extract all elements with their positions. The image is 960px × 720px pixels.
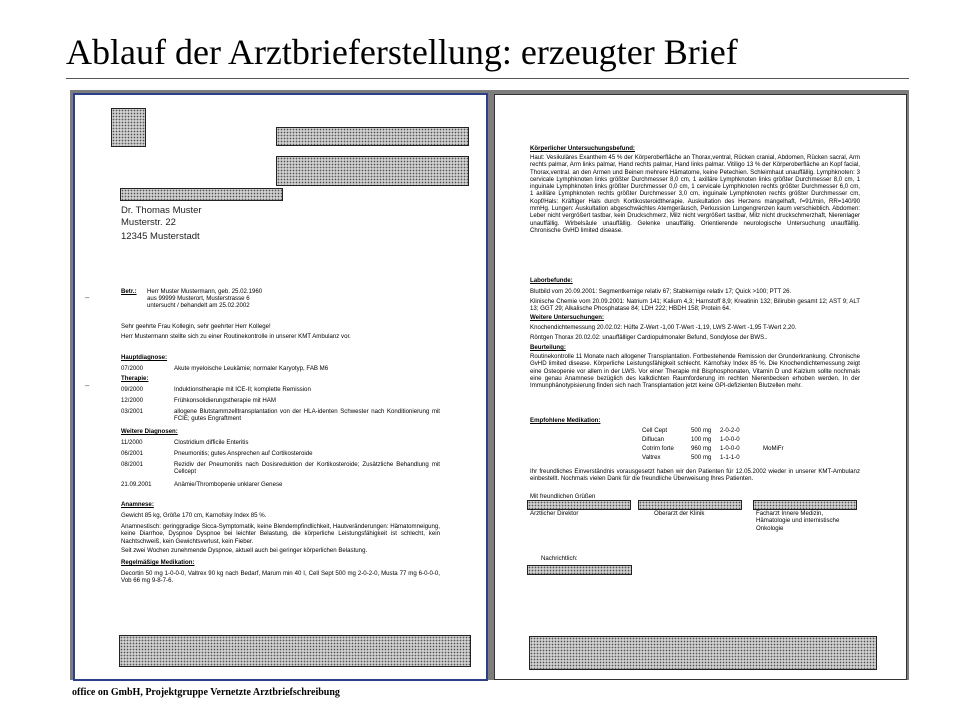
diagnosis-date: 21.09.2001	[121, 481, 152, 488]
redacted-footer	[119, 635, 471, 667]
closing-text: Ihr freundliches Einverständnis vorausgesetzt haben wir den Patienten für 12.05.2002 wieder in unserer KMT-Ambulanz einbestellt. Nochmals vielen Dank für die freundliche Überweisung Ihres Patienten.	[530, 468, 860, 483]
beurteilung-text: Routinekontrolle 11 Monate nach allogener Transplantation. Fortbestehende Remission der Grunderkrankung. Chronische GvHD limited disease. Körperliche Leistungsfähigkeit schlecht. Kárnofsky Index 85 %. Die Knochendichtemessung zeigt eine Osteopenie vor allem in der LWS. Vor einer Therapie mit Bisphosphonaten, Vitamin D und Kalzium sollte nochmals eine genau Anamnese bezüglich des kalkdichten Raumforderung im rechten Nierenbecken erhoben werden. In der Immunphänotypisierung finden sich nach Transplantation jetzt keine GPI-defizienten Blutzellen mehr.	[530, 353, 860, 390]
diagnosis-date: 06/2001	[121, 450, 144, 457]
recipient-street: Musterstr. 22	[121, 217, 176, 228]
untersuchung-text: Röntgen Thorax 20.02.02: unauffälliger Cardiopulmonaler Befund, Sondylose der BWS..	[530, 334, 768, 341]
med-note: MoMiFr	[763, 445, 784, 452]
med-name: Cell Cept	[642, 427, 668, 434]
therapy-text: allogene Blutstammzelltransplantation von der HLA-identen Schwester nach Konditionierung mit FCIE; gutes Engraftment	[174, 408, 440, 423]
signature-title: Facharzt Innere Medizin, Hämatologie und internistische Onkologie	[756, 510, 840, 532]
anamnese-text: Seit zwei Wochen zunehmende Dyspnoe, aktuell auch bei geringer körperlichen Belastung.	[121, 547, 368, 554]
signature-title: Ärztlicher Direktor	[530, 510, 579, 517]
med-name: Cotrim forte	[642, 445, 674, 452]
recipient-city: 12345 Musterstadt	[121, 231, 200, 242]
redacted-signature	[638, 500, 742, 510]
medikation-heading: Regelmäßige Medikation:	[121, 559, 195, 566]
regards: Mit freundlichen Grüßen	[530, 493, 596, 500]
slide-footer: office on GmbH, Projektgruppe Vernetzte Arztbriefschreibung	[72, 687, 340, 698]
diagnosis-text: Pneumonitis; gutes Ansprechen auf Cortikosteroide	[174, 450, 313, 457]
med-dose: 960 mg	[691, 445, 712, 452]
diagnosis-text: Anämie/Thrombopenie unklarer Genese	[174, 481, 283, 488]
diagnosis-text: Clostridium difficile Enteritis	[174, 439, 249, 446]
betr-line: Herr Muster Mustermann, geb. 25.02.1960	[147, 288, 263, 295]
anamnese-text: Anamnestisch: geringgradige Sicca-Symptomatik, keine Blendempfindlichkeit, Hautveränderungen: Hämatomneigung, keine Diarrhoe, Dyspnoe Dyspnoe bei leichter Belastung, die körperliche Leistungsfähigkeit ist schlecht, kein Nachtschweiß, kein Gewichtsverlust, kein Fieber.	[121, 523, 440, 545]
weitere-diagnosen-heading: Weitere Diagnosen:	[121, 428, 178, 435]
intro: Herr Mustermann stellte sich zu einer Routinekontrolle in unserer KMT Ambulanz vor.	[121, 333, 351, 340]
diagnosis-date: 07/2000	[121, 365, 144, 372]
therapy-date: 09/2000	[121, 386, 144, 393]
signature-title: Oberarzt der Klinik	[654, 510, 705, 517]
med-name: Valtrex	[642, 454, 661, 461]
labor-text: Klinische Chemie vom 20.09.2001: Natrium 141; Kalium 4,3; Harnstoff 8,9; Kreatinin 132; Bilirubin gesamt 12; AST 9; ALT 13; GGT 29; Alkalische Phosphatase 84; LDH 222; HBDH 158; Protein 64.	[530, 298, 860, 313]
title-divider	[66, 78, 909, 79]
betr-label: Betr.:	[121, 288, 137, 295]
med-schema: 1-0-0-0	[720, 445, 740, 452]
diagnosis-text: Akute myeloische Leukämie; normaler Karyotyp, FAB M6	[174, 365, 329, 372]
empfohlene-medikation-heading: Empfohlene Medikation:	[530, 417, 601, 424]
anamnese-text: Gewicht 85 kg, Größe 170 cm, Karnofsky Index 85 %.	[121, 512, 267, 519]
betr-line: aus 99999 Musterort, Musterstrasse 6	[147, 295, 250, 302]
redacted-signature	[527, 500, 631, 510]
med-dose: 100 mg	[691, 436, 712, 443]
fold-mark: –	[85, 293, 90, 302]
redacted-cc-recipient	[527, 565, 632, 575]
diagnosis-date: 11/2000	[121, 439, 143, 446]
redacted-address-block	[276, 156, 469, 186]
med-name: Diflucan	[642, 436, 665, 443]
med-dose: 500 mg	[691, 454, 712, 461]
redacted-sender-line	[120, 188, 283, 201]
redacted-logo	[111, 108, 146, 147]
befund-text: Haut: Vesikuläres Exanthem 45 % der Körperoberfläche an Thorax,ventral, Rücken cranial, Abdomen, Rücken sacral, Arm rechts palmar, Arm links palmar, Hand rechts palmar, Hand links palmar. Vitiligo 13 % der Körperoberfläche an Kopf facial, Thorax,ventral. an den Armen und Beinen mehrere Hämatome, keine Petechien. Schleimhaut unauffällig. Lymphknoten: 3 cervicale Lymphknoten links größter Durchmesser 8,0 cm, 1 axilläre Lymphknoten links größter Durchmesser 8,0 cm, 1 inguinale Lymphknoten links größter Durchmesser 0,0 cm, 1 cervicale Lymphknoten rechts größter Durchmesser 6,0 cm, 1 axilläre Lymphknoten rechts größter Durchmesser 3,0 cm, inguinale Lymphknoten rechts größter Durchmesser cm, Kopf/Hals: Kräftiger Hals durch Kortikosteroidtherapie. Auskultation des Herzens mangelhaft, f=91/min, RR=140/90 mmHg. Lungen: Auskultation abgeschwächtes Atemgeräusch, Perkussion Lungengrenzen kaum verschieblich. Abdomen: Leber nicht vergrößert tastbar, kein Druckschmerz, Milz nicht vergrößert tastbar, Milz nicht druckschmerzhaft, Nierenlager unauffällig. Wirbelsäule unauffällig. Gelenke unauffällig. Orientierende neurologische Untersuchung unauffällig. Chronische GvHD limited disease.	[530, 154, 860, 234]
therapie-heading: Therapie:	[121, 375, 149, 382]
redacted-signature	[753, 500, 857, 510]
therapy-text: Frühkonsolidierungstherapie mit HAM	[174, 397, 276, 404]
nachrichtlich-label: Nachrichtlich:	[541, 555, 578, 562]
redacted-footer	[529, 636, 877, 670]
labor-heading: Laborbefunde:	[530, 277, 573, 284]
therapy-text: Induktionstherapie mit ICE-II; komplette Remission	[174, 386, 311, 393]
letter-page-1	[73, 93, 488, 681]
med-dose: 500 mg	[691, 427, 712, 434]
fold-mark: –	[85, 381, 90, 390]
redacted-header-line	[276, 127, 469, 146]
greeting: Sehr geehrte Frau Kollegin, sehr geehrter Herr Kollege!	[121, 323, 271, 330]
hauptdiagnose-heading: Hauptdiagnose:	[121, 354, 168, 361]
untersuchung-text: Knochendichtemessung 20.02.02: Hüfte Z-Wert -1,00 T-Wert -1,19, LWS Z-Wert -1,95 T-Wert 2,20.	[530, 324, 797, 331]
letter-page-2	[494, 94, 907, 680]
therapy-date: 03/2001	[121, 408, 144, 415]
therapy-date: 12/2000	[121, 397, 144, 404]
slide-title: Ablauf der Arztbrieferstellung: erzeugter Brief	[66, 32, 738, 72]
recipient-name: Dr. Thomas Muster	[121, 205, 202, 216]
med-schema: 2-0-2-0	[720, 427, 740, 434]
med-schema: 1-0-0-0	[720, 436, 740, 443]
diagnosis-date: 08/2001	[121, 461, 144, 468]
befund-heading: Körperlicher Untersuchungsbefund:	[530, 145, 635, 152]
betr-line: untersucht / behandelt am 25.02.2002	[147, 302, 250, 309]
diagnosis-text: Rezidiv der Pneumonitis nach Dosisreduktion der Kortikosteroide; Zusätzliche Behandlung mit Cellcept	[174, 461, 440, 476]
weitere-untersuchungen-heading: Weitere Untersuchungen:	[530, 314, 605, 321]
medikation-text: Decortin 50 mg 1-0-0-0, Valtrex 90 kg nach Bedarf, Marum min 40 I, Cell Sept 500 mg 2-0-2-0, Musta 77 mg 6-0-0-0, Vob 66 mg 9-8-7-6.	[121, 570, 440, 585]
anamnese-heading: Anamnese:	[121, 501, 154, 508]
beurteilung-heading: Beurteilung:	[530, 344, 566, 351]
labor-text: Blutbild vom 20.09.2001: Segmentkernige relativ 67; Stabkernige relativ 17; Quick >100; PTT 26.	[530, 288, 792, 295]
med-schema: 1-1-1-0	[720, 454, 740, 461]
